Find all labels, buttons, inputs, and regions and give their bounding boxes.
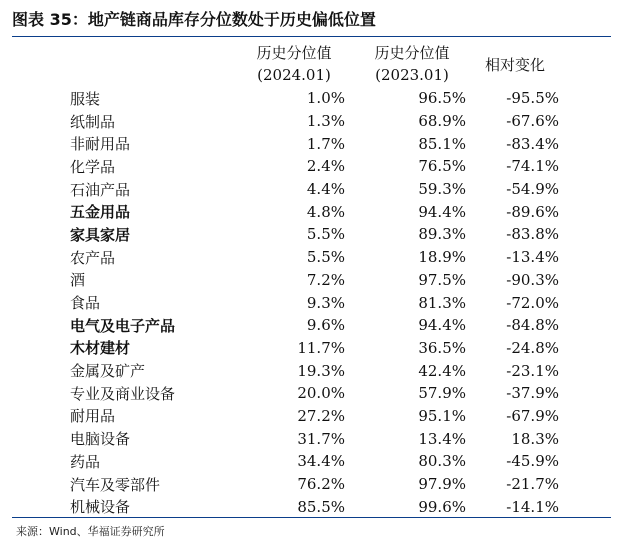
- figure-title: 图表 35：地产链商品库存分位数处于历史偏低位置: [12, 10, 376, 29]
- relative-change: -84.8%: [506, 316, 559, 335]
- category-name: 电气及电子产品: [70, 316, 176, 335]
- relative-change: -90.3%: [506, 270, 559, 289]
- relative-change: -83.8%: [506, 225, 559, 244]
- relative-change: -95.5%: [506, 89, 559, 108]
- category-name: 专业及商业设备: [70, 384, 176, 403]
- relative-change: 18.3%: [511, 429, 559, 448]
- percentile-2024: 20.0%: [297, 384, 345, 403]
- percentile-2023: 96.5%: [418, 89, 466, 108]
- percentile-2024: 31.7%: [297, 429, 345, 448]
- table-row: [70, 246, 559, 269]
- percentile-2023: 57.9%: [418, 384, 466, 403]
- category-name: 服装: [70, 89, 101, 108]
- bottom-rule: [12, 517, 611, 518]
- header-relative-change: 相对变化: [484, 56, 545, 74]
- category-name: 金属及矿产: [70, 362, 146, 381]
- percentile-2023: 97.9%: [418, 475, 466, 494]
- table-row: [70, 132, 559, 155]
- table-row: [70, 291, 559, 314]
- percentile-2023: 68.9%: [418, 112, 466, 131]
- percentile-2023: 59.3%: [418, 180, 466, 199]
- table-row: [70, 200, 559, 223]
- table-row: [70, 495, 559, 518]
- percentile-2023: 18.9%: [418, 248, 466, 267]
- relative-change: -13.4%: [506, 248, 559, 267]
- table-row: [70, 314, 559, 337]
- percentile-2023: 95.1%: [418, 406, 466, 425]
- percentile-2024: 1.7%: [306, 134, 345, 153]
- category-name: 五金用品: [70, 203, 131, 222]
- percentile-2024: 9.3%: [306, 293, 345, 312]
- percentile-2023: 81.3%: [418, 293, 466, 312]
- table-row: [70, 269, 559, 292]
- percentile-2024: 1.0%: [306, 89, 345, 108]
- header-percentile-2024: [238, 42, 350, 86]
- table-row: [70, 155, 559, 178]
- percentile-2023: 89.3%: [418, 225, 466, 244]
- relative-change: -14.1%: [506, 497, 559, 516]
- category-name: 酒: [70, 271, 86, 290]
- table-row: [70, 427, 559, 450]
- percentile-2024: 27.2%: [297, 406, 345, 425]
- percentile-2023: 42.4%: [418, 361, 466, 380]
- category-name: 木材建材: [70, 339, 131, 358]
- percentile-2024: 2.4%: [306, 157, 345, 176]
- relative-change: -54.9%: [506, 180, 559, 199]
- percentile-2023: 36.5%: [418, 338, 466, 357]
- table-row: [70, 337, 559, 360]
- table-row: [70, 87, 559, 110]
- relative-change: -83.4%: [506, 134, 559, 153]
- percentile-2024: 34.4%: [297, 452, 345, 471]
- table-row: [70, 359, 559, 382]
- percentile-2023: 99.6%: [418, 497, 466, 516]
- percentile-2024: 1.3%: [306, 112, 345, 131]
- table-row: [70, 110, 559, 133]
- relative-change: -89.6%: [506, 202, 559, 221]
- relative-change: -67.6%: [506, 112, 559, 131]
- percentile-2024: 85.5%: [297, 497, 345, 516]
- relative-change: -24.8%: [506, 338, 559, 357]
- category-name: 机械设备: [70, 498, 131, 517]
- inventory-percentile-table: [70, 87, 559, 518]
- relative-change: -72.0%: [506, 293, 559, 312]
- table-body: [70, 87, 559, 518]
- percentile-2023: 97.5%: [418, 270, 466, 289]
- top-rule: [12, 36, 611, 37]
- category-name: 石油产品: [70, 180, 131, 199]
- category-name: 非耐用品: [70, 135, 131, 154]
- percentile-2024: 11.7%: [297, 338, 345, 357]
- percentile-2023: 94.4%: [418, 202, 466, 221]
- relative-change: -21.7%: [506, 475, 559, 494]
- header-percentile-2023-label: 历史分位值: [374, 44, 450, 62]
- relative-change: -37.9%: [506, 384, 559, 403]
- percentile-2024: 4.8%: [306, 202, 345, 221]
- category-name: 耐用品: [70, 407, 116, 426]
- header-percentile-2023: [356, 42, 468, 86]
- table-row: [70, 382, 559, 405]
- relative-change: -23.1%: [506, 361, 559, 380]
- percentile-2024: 5.5%: [306, 225, 345, 244]
- category-name: 电脑设备: [70, 430, 131, 449]
- header-percentile-2023-date: (2023.01): [375, 66, 449, 84]
- header-percentile-2024-date: (2024.01): [257, 66, 331, 84]
- category-name: 纸制品: [70, 112, 116, 131]
- percentile-2024: 7.2%: [306, 270, 345, 289]
- relative-change: -45.9%: [506, 452, 559, 471]
- percentile-2024: 4.4%: [306, 180, 345, 199]
- category-name: 食品: [70, 294, 101, 313]
- percentile-2023: 80.3%: [418, 452, 466, 471]
- table-row: [70, 223, 559, 246]
- percentile-2023: 13.4%: [418, 429, 466, 448]
- percentile-2024: 5.5%: [306, 248, 345, 267]
- table-row: [70, 450, 559, 473]
- percentile-2024: 19.3%: [297, 361, 345, 380]
- source-note: 来源：Wind、华福证券研究所: [16, 525, 165, 538]
- relative-change: -67.9%: [506, 406, 559, 425]
- percentile-2023: 85.1%: [418, 134, 466, 153]
- category-name: 药品: [70, 452, 101, 471]
- relative-change: -74.1%: [506, 157, 559, 176]
- header-percentile-2024-label: 历史分位值: [256, 44, 332, 62]
- category-name: 化学品: [70, 157, 116, 176]
- percentile-2024: 76.2%: [297, 475, 345, 494]
- table-row: [70, 473, 559, 496]
- category-name: 汽车及零部件: [70, 475, 161, 494]
- table-row: [70, 178, 559, 201]
- category-name: 农产品: [70, 248, 116, 267]
- percentile-2024: 9.6%: [306, 316, 345, 335]
- category-name: 家具家居: [70, 225, 131, 244]
- table-row: [70, 405, 559, 428]
- percentile-2023: 76.5%: [418, 157, 466, 176]
- percentile-2023: 94.4%: [418, 316, 466, 335]
